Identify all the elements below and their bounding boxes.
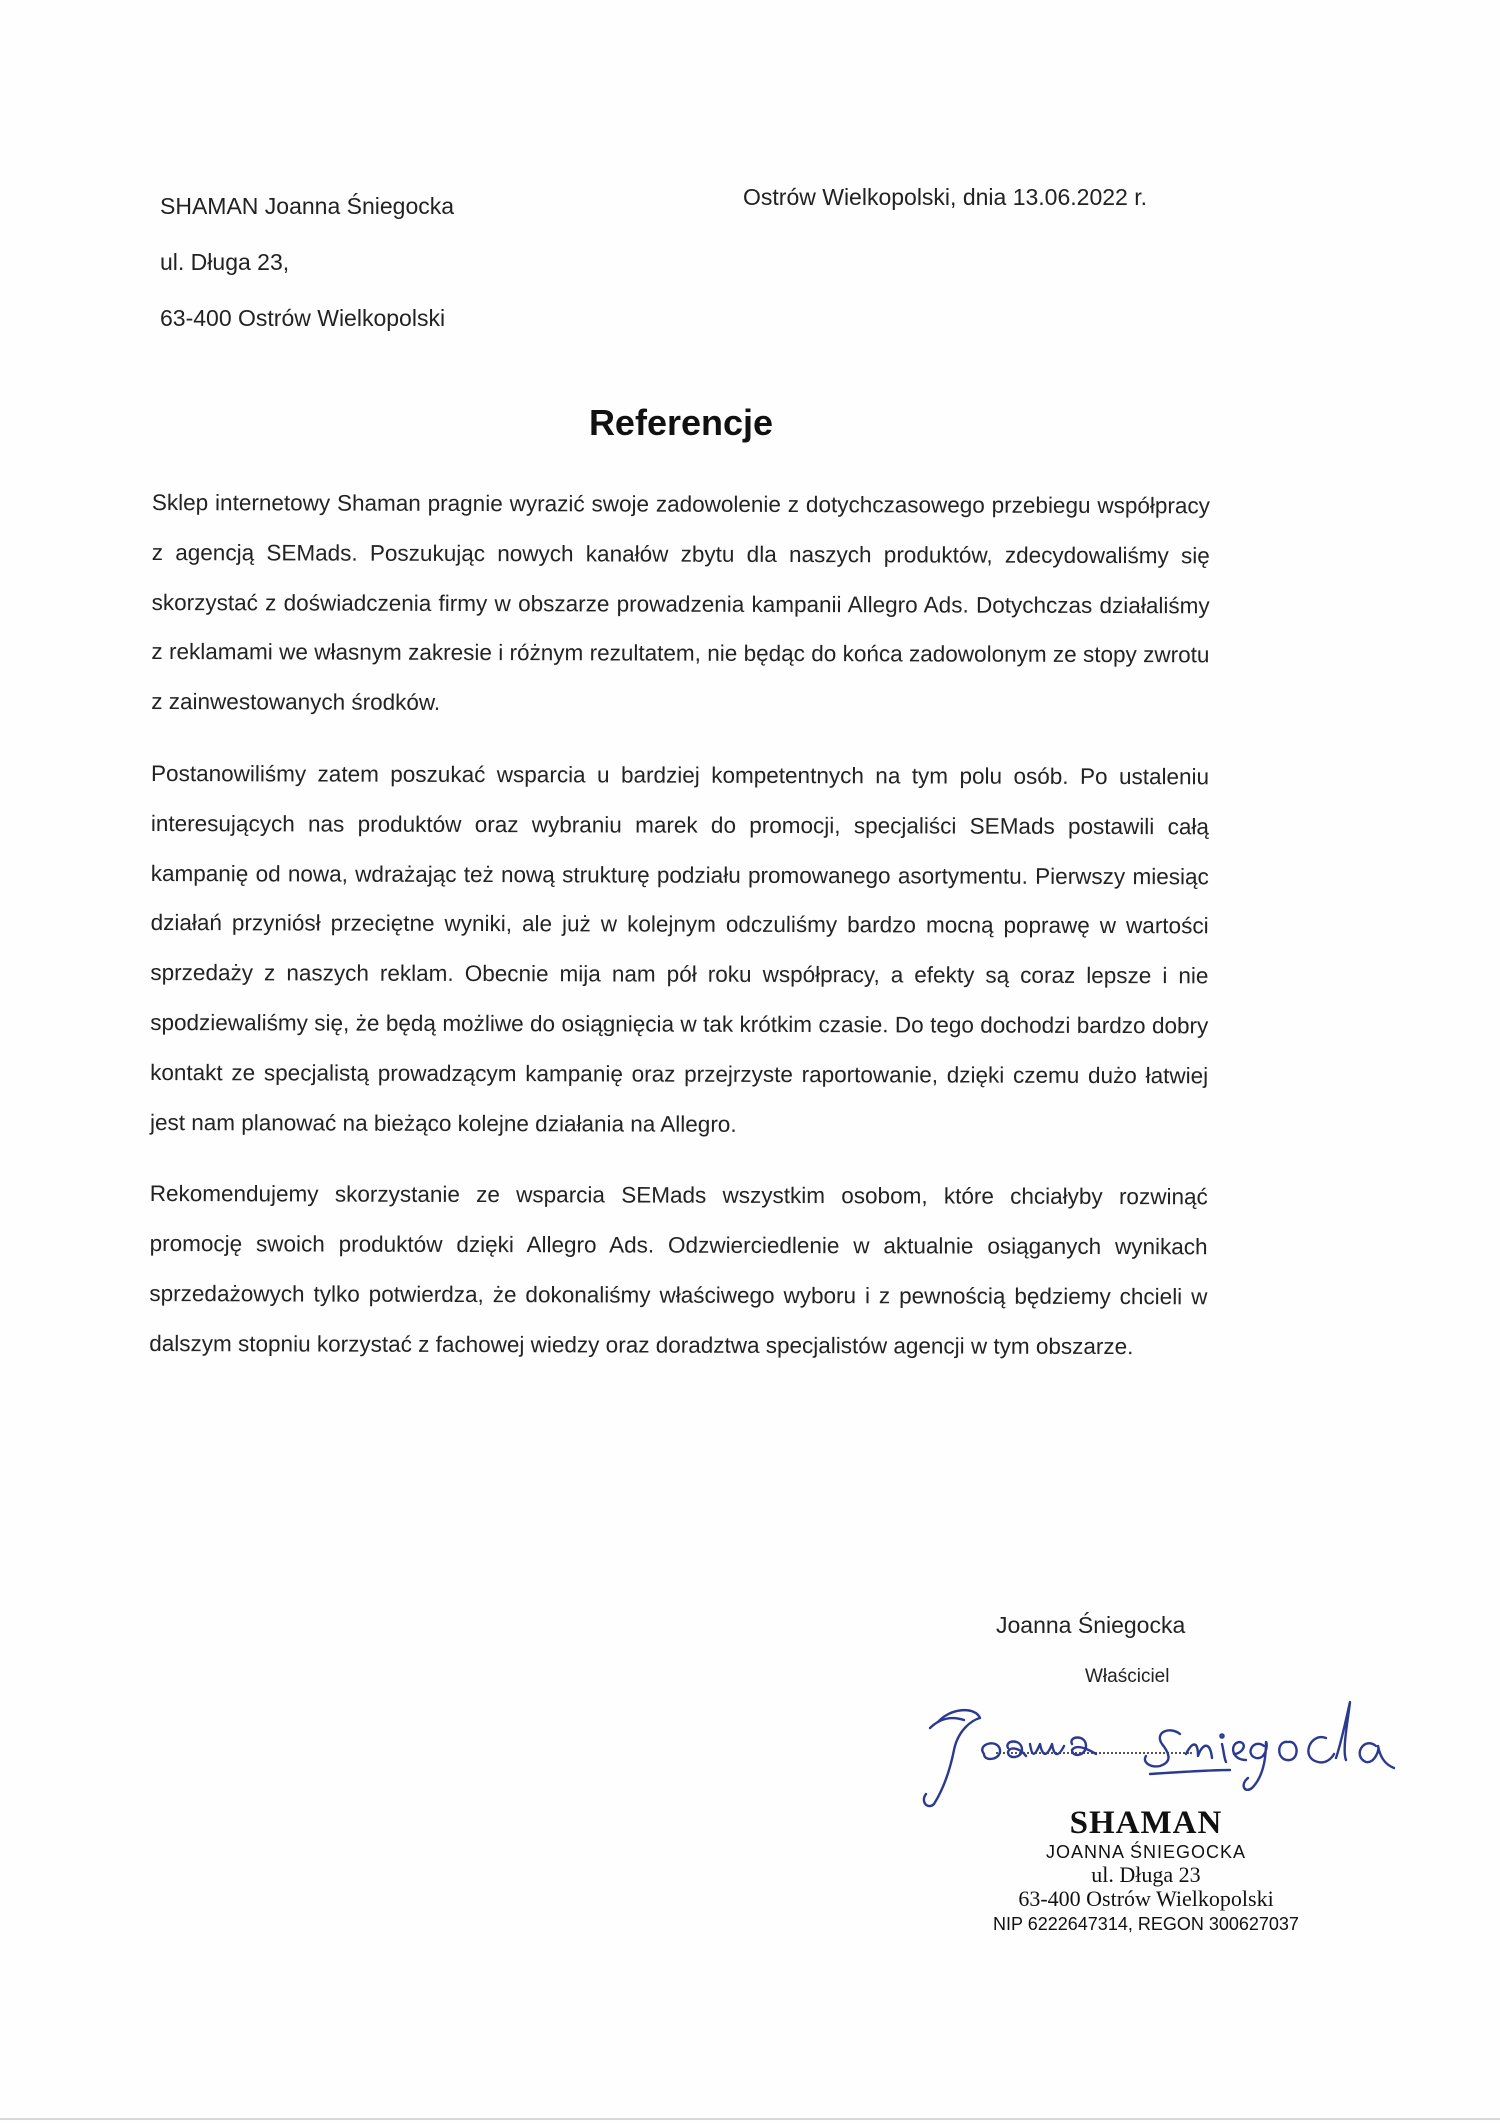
letter-title: Referencje bbox=[588, 402, 774, 443]
stamp-company: SHAMAN bbox=[1069, 1805, 1223, 1841]
date-line: Ostrów Wielkopolski, dnia 13.06.2022 r. bbox=[743, 184, 1147, 210]
sender-name: SHAMAN Joanna Śniegocka bbox=[160, 193, 455, 219]
handwritten-signature bbox=[880, 1670, 1400, 1810]
stamp-owner: JOANNA ŚNIEGOCKA bbox=[1045, 1842, 1247, 1862]
scan-edge-line bbox=[0, 2118, 1500, 2120]
sender-address bbox=[160, 178, 454, 346]
sender-city: 63-400 Ostrów Wielkopolski bbox=[160, 305, 446, 331]
stamp-ids: NIP 6222647314, REGON 300627037 bbox=[993, 1914, 1299, 1934]
signatory-name: Joanna Śniegocka bbox=[996, 1612, 1186, 1638]
stamp-city: 63-400 Ostrów Wielkopolski bbox=[1018, 1886, 1274, 1911]
letter-body bbox=[149, 478, 1210, 1394]
company-stamp bbox=[960, 1805, 1332, 1937]
stamp-street: ul. Długa 23 bbox=[1091, 1862, 1201, 1887]
body-paragraph-1: Sklep internetowy Shaman pragnie wyrazić swoje zadowolenie z dotychczasowego przebiegu współpracy z agencją SEMads. Poszukując nowych kanałów zbytu dla naszych produktów, zdecydowaliśmy się skorzystać z doświadczenia firmy w obszarze prowadzenia kampanii Allegro Ads. Dotychczas działaliśmy z reklamami we własnym zakresie i różnym rezultatem, nie będąc do końca zadowolonym ze stopy zwrotu z zainwestowanych środków. bbox=[151, 489, 1210, 716]
sender-street: ul. Długa 23, bbox=[160, 249, 290, 275]
body-paragraph-2: Postanowiliśmy zatem poszukać wsparcia u bardziej kompetentnych na tym polu osób. Po ustaleniu interesujących nas produktów oraz wybraniu marek do promocji, specjaliści SEMads postawili całą kampanię od nowa, wdrażając też nową strukturę podziału promowanego asortymentu. Pierwszy miesiąc działań przyniósł przeciętne wyniki, ale już w kolejnym odczuliśmy bardzo mocną poprawę w wartości sprzedaży z naszych reklam. Obecnie mija nam pół roku współpracy, a efekty są coraz lepsze i nie spodziewaliśmy się, że będą możliwe do osiągnięcia w tak krótkim czasie. Do tego dochodzi bardzo dobry kontakt ze specjalistą prowadzącym kampanię oraz przejrzyste raportowanie, dzięki czemu dużo łatwiej jest nam planować na bieżąco kolejne działania na Allegro. bbox=[149, 760, 1210, 1137]
body-paragraph-3: Rekomendujemy skorzystanie ze wsparcia SEMads wszystkim osobom, które chciałyby rozwinąć promocję swoich produktów dzięki Allegro Ads. Odzwierciedlenie w aktualnie osiąganych wynikach sprzedażowych tylko potwierdza, że dokonaliśmy właściwego wyboru i z pewnością będziemy chcieli w dalszym stopniu korzystać z fachowej wiedzy oraz doradztwa specjalistów agencji w tym obszarze. bbox=[149, 1181, 1208, 1359]
signatory-role: Właściciel bbox=[1085, 1666, 1170, 1687]
